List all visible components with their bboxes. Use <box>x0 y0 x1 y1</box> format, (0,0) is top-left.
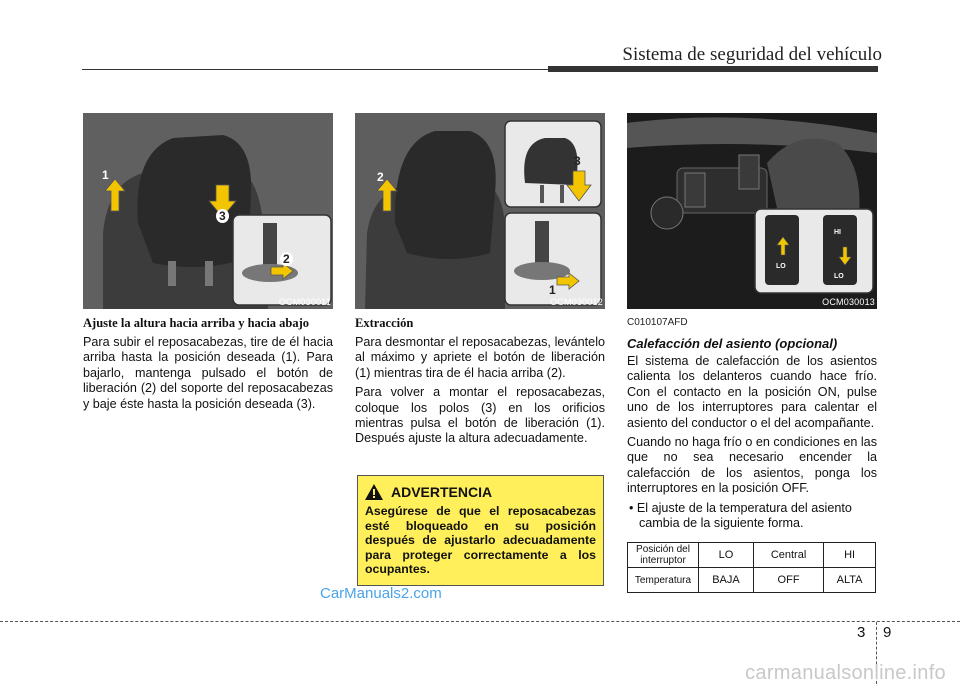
warning-text: Asegúrese de que el reposacabezas esté bloqueado en su posición después de ajustarlo adecuadamente para proteger correctamente a los ocupantes. <box>365 504 596 577</box>
header-rule-bold <box>548 66 878 72</box>
section-number: 3 <box>857 624 866 641</box>
callout-1: 1 <box>549 283 556 297</box>
switch-label-lo-right: LO <box>834 273 844 280</box>
figure-caption: OCM030013 <box>822 297 875 307</box>
watermark-site[interactable]: carmanualsonline.info <box>745 662 946 684</box>
watermark-link[interactable]: CarManuals2.com <box>320 585 442 602</box>
callout-3: 3 <box>216 209 229 223</box>
table-cell: BAJA <box>699 568 754 593</box>
section-heading: Calefacción del asiento (opcional) <box>627 336 838 351</box>
table-cell: LO <box>699 543 754 568</box>
section-heading: Extracción <box>355 316 414 330</box>
figure-caption: OCM030012 <box>550 297 603 307</box>
callout-2: 2 <box>377 170 384 184</box>
warning-title <box>365 484 596 500</box>
table-cell: Central <box>753 543 823 568</box>
table-cell: ALTA <box>824 568 876 593</box>
table-header-cell: Posición del interruptor <box>628 543 699 568</box>
section-body: Para subir el reposacabezas, tire de él hacia arriba hasta la posición deseada (1). Para bajarlo, mantenga pulsado el botón de liberación (2) del soporte del reposacabezas y baje éste hasta la posición deseada (3). <box>83 335 333 411</box>
callout-2: 2 <box>280 252 293 266</box>
section-paragraph: Cuando no haga frío o en condiciones en las que no sea necesario encender la calefacción de los asientos, ponga los interruptores en la posición OFF. <box>627 435 877 496</box>
footer-rule <box>0 621 960 622</box>
section-code: C010107AFD <box>627 317 688 328</box>
table-cell: OFF <box>753 568 823 593</box>
warning-title-text: ADVERTENCIA <box>391 484 493 500</box>
section-seat-warmer <box>627 316 877 531</box>
page-header-title: Sistema de seguridad del vehículo <box>622 44 882 65</box>
warning-triangle-icon <box>365 484 383 500</box>
table-cell: HI <box>824 543 876 568</box>
section-bullet: • El ajuste de la temperatura del asiento cambia de la siguiente forma. <box>629 500 852 531</box>
section-paragraph: Para volver a montar el reposacabezas, coloque los polos (3) en los orificios mientras pulsa el botón de liberación (1). Después ajuste la altura adecuadamente. <box>355 385 605 446</box>
table-row <box>628 568 876 593</box>
section-height-adjust <box>83 316 333 416</box>
section-removal <box>355 316 605 451</box>
figure-seat-warmer <box>627 113 877 309</box>
section-paragraph: Para desmontar el reposacabezas, levántelo al máximo y apriete el botón de liberación (1) mientras tira de él hacia arriba (2). <box>355 335 605 380</box>
figure-headrest-adjust <box>83 113 333 309</box>
temperature-table <box>627 542 876 593</box>
section-paragraph: El sistema de calefacción de los asientos calienta los delanteros cuando hace frío. Con el contacto en la posición ON, pulse uno de los interruptores para calentar el asiento del conductor o el del acompañante. <box>627 354 877 430</box>
section-heading: Ajuste la altura hacia arriba y hacia abajo <box>83 316 310 330</box>
header-rule <box>82 69 552 70</box>
warning-box <box>357 475 604 586</box>
callout-3: 3 <box>574 154 581 168</box>
switch-label-hi: HI <box>834 229 841 236</box>
callout-1: 1 <box>102 168 109 182</box>
page-number: 9 <box>883 624 892 641</box>
figure-caption: OCM030011 <box>278 297 331 307</box>
table-header-cell: Temperatura <box>628 568 699 593</box>
switch-label-lo-left: LO <box>776 263 786 270</box>
figure-headrest-removal <box>355 113 605 309</box>
table-row <box>628 543 876 568</box>
